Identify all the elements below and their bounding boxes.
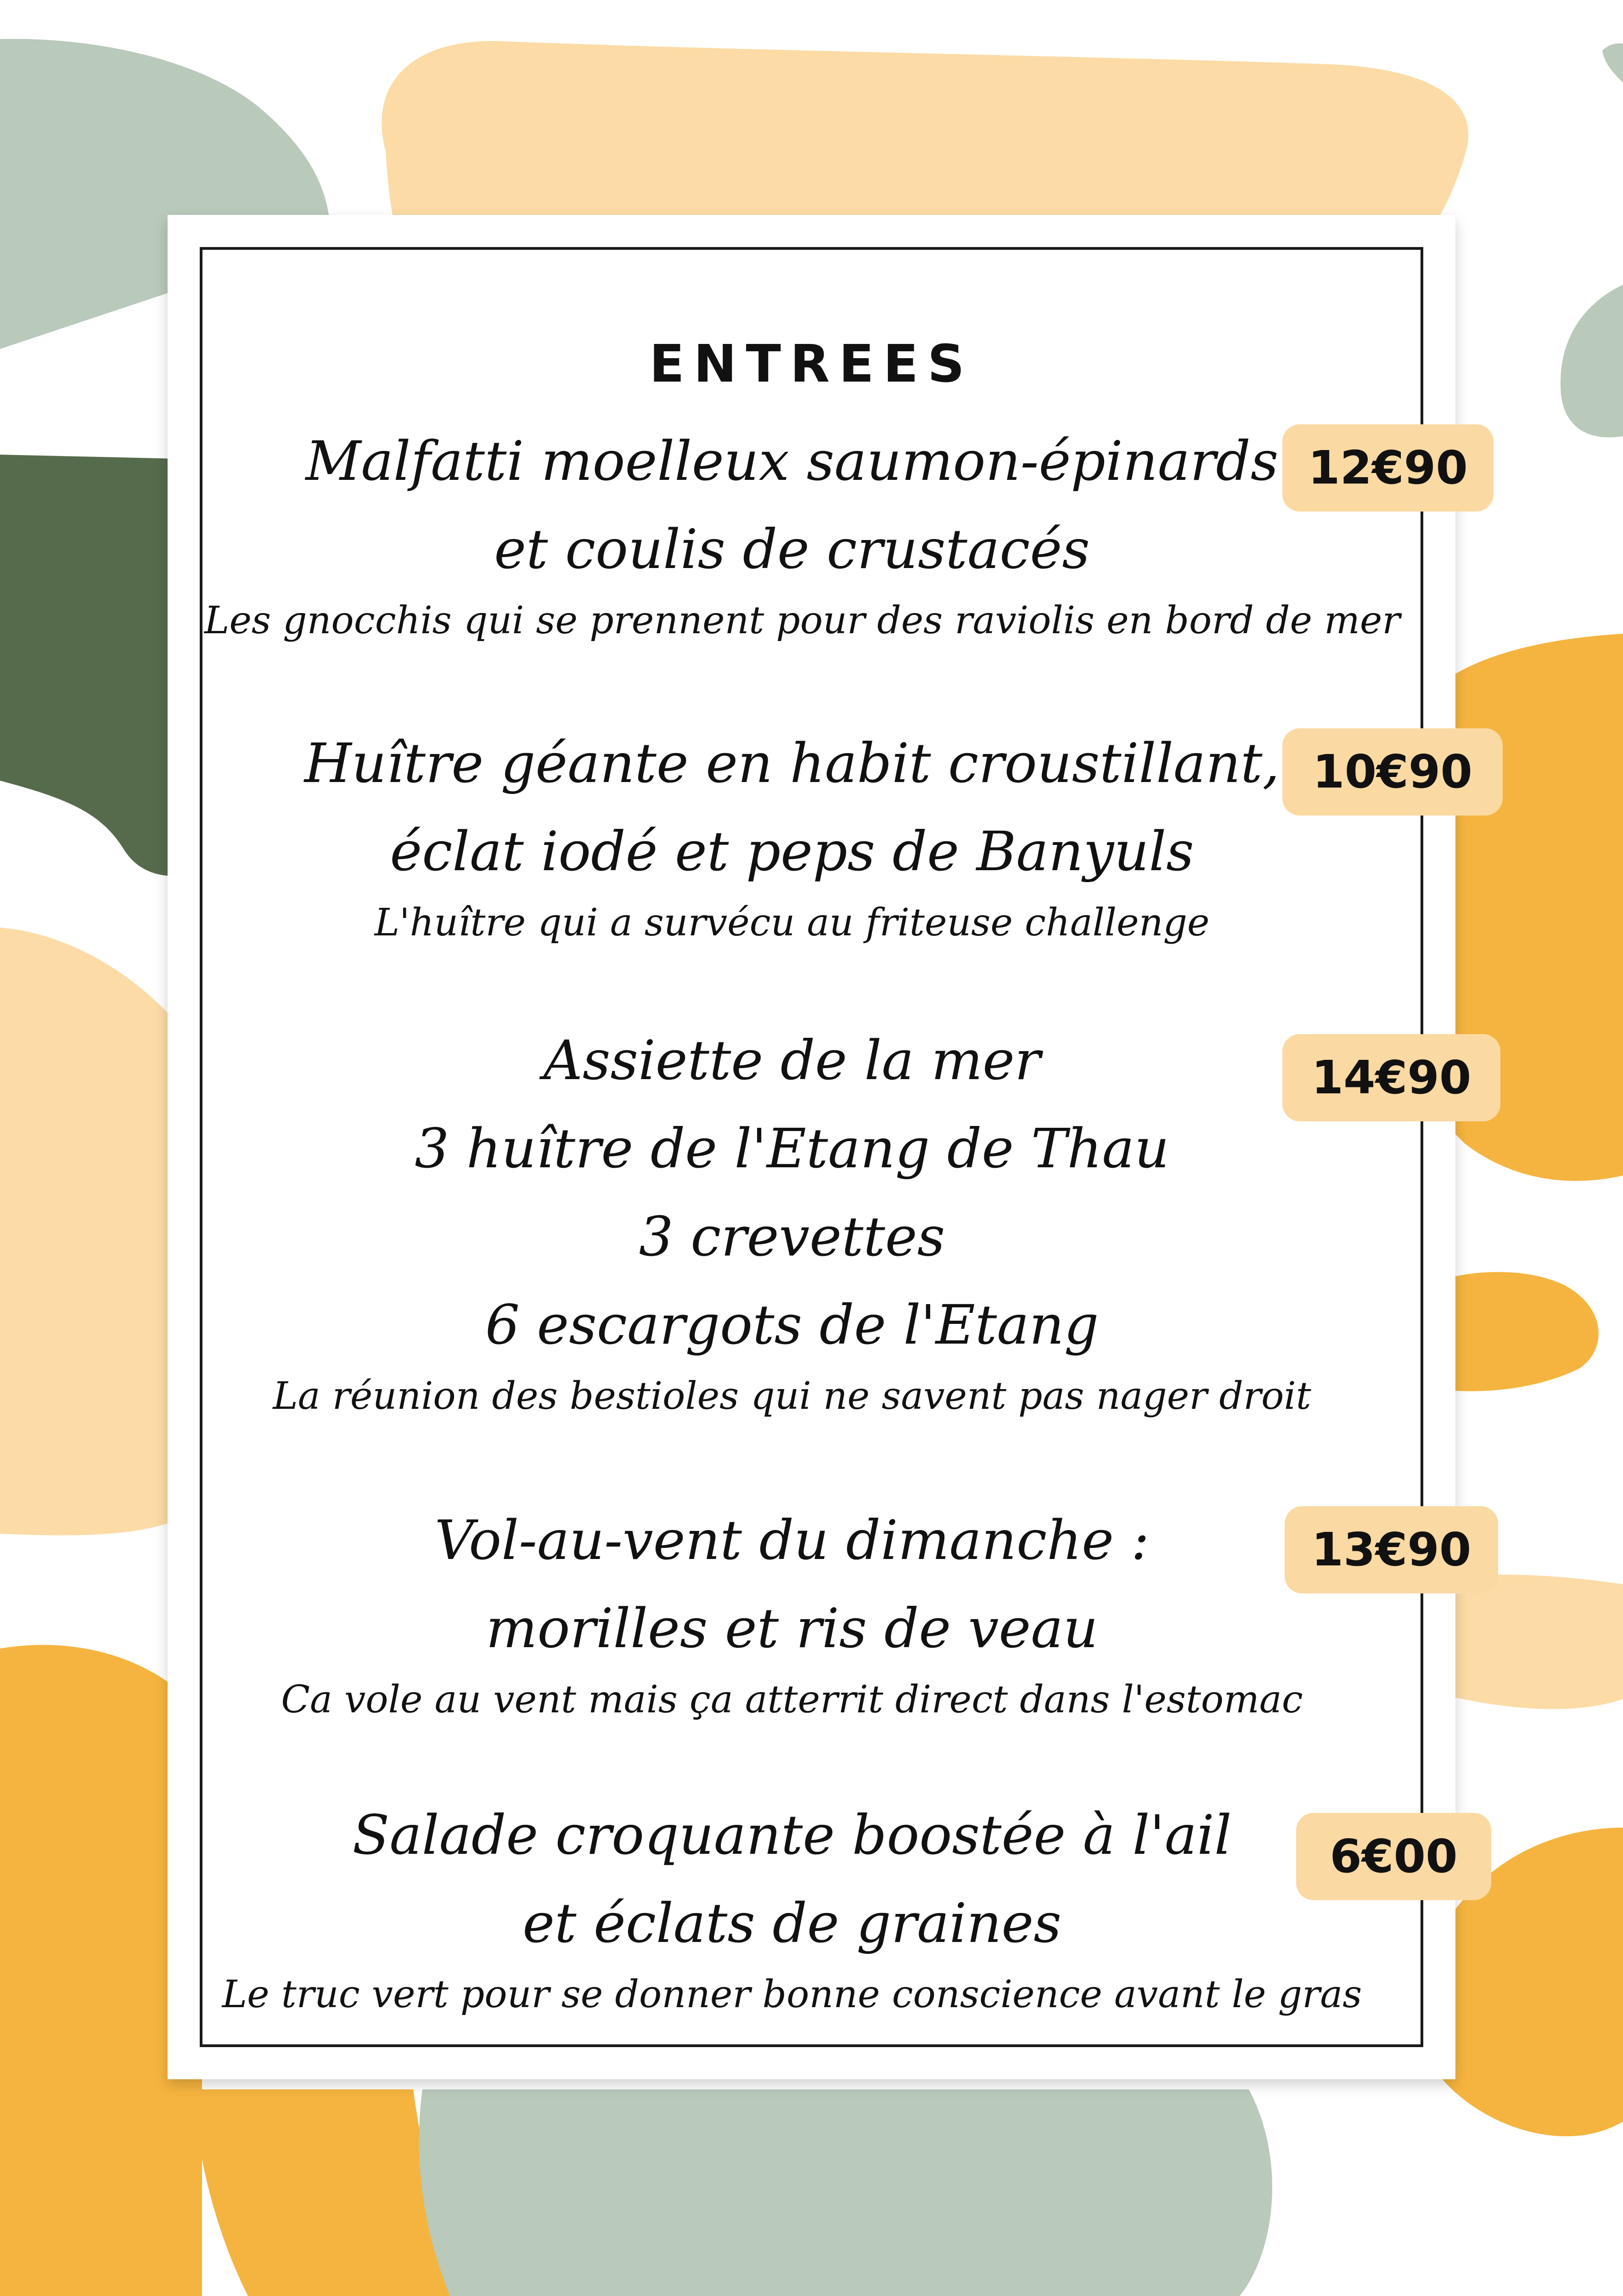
item-description: L'huître qui a survécu au friteuse challenge bbox=[374, 901, 1210, 945]
price-badge: 6€00 bbox=[1296, 1813, 1491, 1900]
orange-blob-bottom bbox=[193, 2089, 459, 2296]
menu-item bbox=[204, 1016, 1380, 1424]
price-badge: 13€90 bbox=[1285, 1506, 1498, 1593]
item-description: Les gnocchis qui se prennent pour des raviolis en bord de mer bbox=[204, 599, 1400, 642]
sage-blob-right bbox=[1561, 285, 1623, 437]
item-name-line: 6 escargots de l'Etang bbox=[485, 1293, 1099, 1356]
item-name-line: morilles et ris de veau bbox=[486, 1597, 1098, 1660]
item-name-line: Malfatti moelleux saumon-épinards bbox=[305, 429, 1279, 493]
item-name-line: éclat iodé et peps de Banyuls bbox=[390, 820, 1194, 883]
item-name-line: 3 crevettes bbox=[639, 1205, 945, 1268]
item-name-line: Assiette de la mer bbox=[543, 1029, 1041, 1092]
price-badge: 12€90 bbox=[1282, 424, 1494, 512]
item-name-line: et éclats de graines bbox=[522, 1891, 1061, 1955]
item-name-line: Vol-au-vent du dimanche : bbox=[434, 1508, 1150, 1572]
section-heading: ENTREES bbox=[649, 334, 974, 394]
menu-item bbox=[204, 719, 1380, 951]
item-name-line: Salade croquante boostée à l'ail bbox=[352, 1803, 1232, 1867]
menu-item bbox=[204, 1791, 1380, 2022]
menu-item bbox=[204, 1496, 1380, 1728]
price-badge: 14€90 bbox=[1282, 1034, 1500, 1121]
item-description: Ca vole au vent mais ça atterrit direct dans l'estomac bbox=[281, 1678, 1303, 1722]
item-name-line: Huître géante en habit croustillant, bbox=[304, 732, 1280, 795]
sage-blob-bottom bbox=[419, 2089, 1272, 2296]
item-name-line: et coulis de crustacés bbox=[494, 518, 1090, 581]
menu-card bbox=[168, 215, 1472, 2079]
item-name-line: 3 huître de l'Etang de Thau bbox=[415, 1117, 1169, 1180]
sage-blob-top-right bbox=[1602, 43, 1623, 83]
item-description: Le truc vert pour se donner bonne conscience avant le gras bbox=[222, 1973, 1362, 2016]
item-description: La réunion des bestioles qui ne savent pas nager droit bbox=[273, 1374, 1311, 1418]
price-badge: 10€90 bbox=[1282, 728, 1503, 816]
